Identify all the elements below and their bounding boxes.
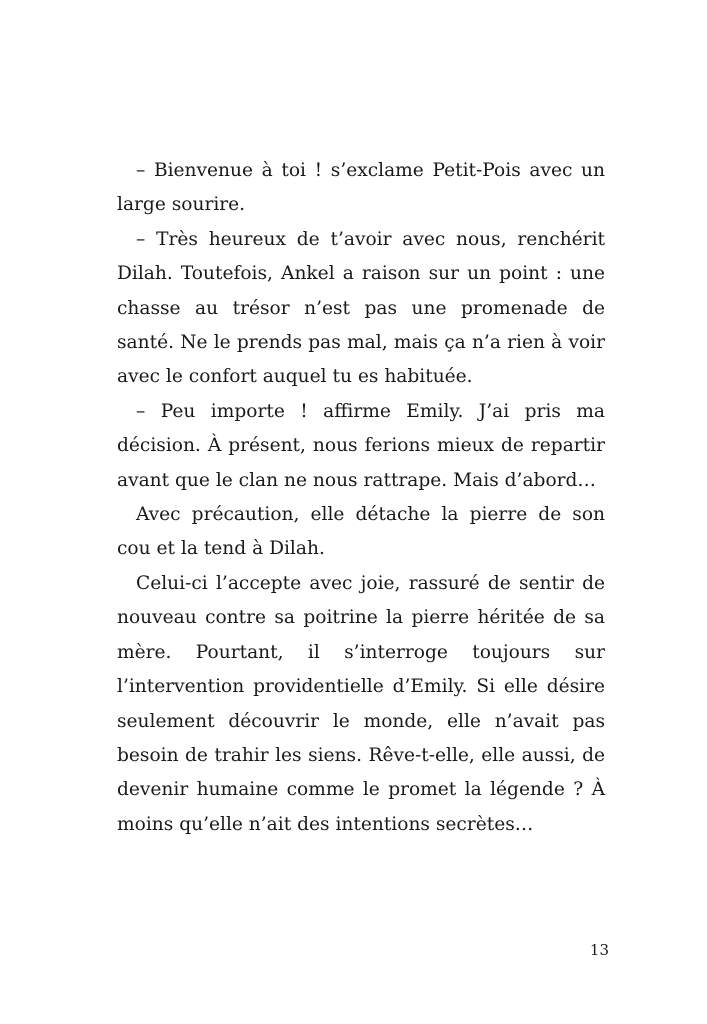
paragraph-5: Celui-ci l’accepte avec joie, rassuré de sentir de nouveau contre sa poitrine la pierre héritée de sa mère. Pourtant, il s’interroge toujours sur l’intervention providentielle d’Emily. Si elle désire seulement découvrir le monde, elle n’avait pas besoin de trahir les siens. Rêve-t-elle, elle aussi, de devenir humaine comme le promet la légende ? À moins qu’elle n’ait des intentions secrètes…	[117, 572, 605, 835]
paragraph-4: Avec précaution, elle détache la pierre de son cou et la tend à Dilah.	[117, 504, 605, 560]
paragraph-2: – Très heureux de t’avoir avec nous, renchérit Dilah. Toutefois, Ankel a raison sur un point : une chasse au trésor n’est pas une promenade de santé. Ne le prends pas mal, mais ça n’a rien à voir avec le confort auquel tu es habituée.	[117, 228, 605, 388]
paragraph-1: – Bienvenue à toi ! s’exclame Petit-Pois avec un large sourire.	[117, 160, 605, 216]
page-number: 13	[589, 941, 609, 959]
body-text	[117, 154, 605, 842]
paragraph-3: – Peu importe ! affirme Emily. J’ai pris ma décision. À présent, nous ferions mieux de repartir avant que le clan ne nous rattrape. Mais d’abord…	[117, 400, 605, 491]
